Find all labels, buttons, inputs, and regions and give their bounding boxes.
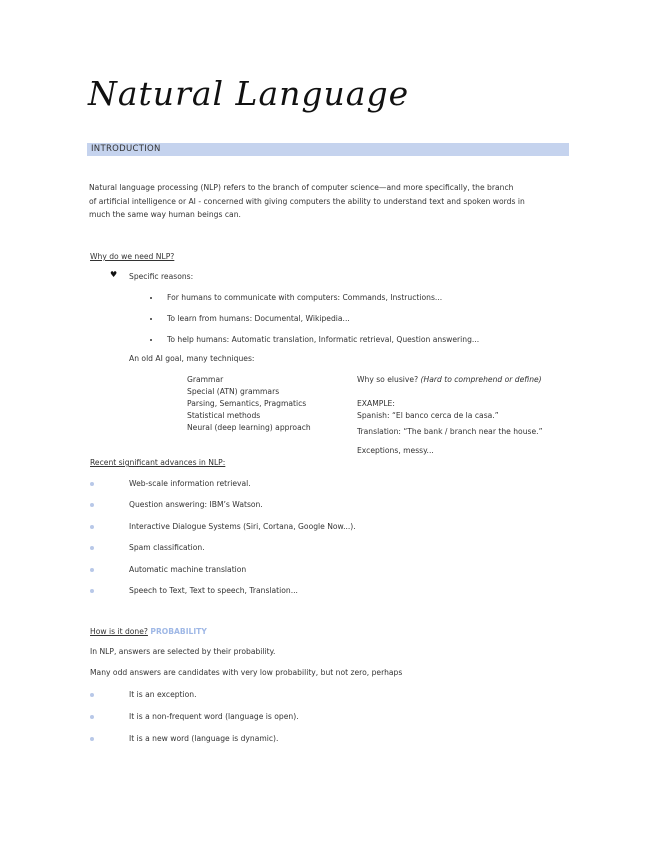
how-heading-line — [90, 626, 207, 637]
intro-paragraph — [89, 181, 569, 222]
bullet-dot-icon — [90, 525, 94, 529]
exceptions-text: Exceptions, messy... — [357, 446, 434, 455]
advance-item: Spam classification. — [129, 543, 205, 552]
intro-line: of artificial intelligence or AI - concerned with giving computers the ability to understand text and spoken words in — [89, 196, 525, 206]
reason-item: For humans to communicate with computers: Commands, Instructions... — [167, 293, 443, 302]
advance-item: Speech to Text, Text to speech, Translation... — [129, 586, 298, 595]
probability-keyword: PROBABILITY — [150, 627, 207, 636]
why-heading: Why do we need NLP? — [90, 252, 175, 261]
how-heading: How is it done? — [90, 627, 148, 636]
advance-item: Question answering: IBM’s Watson. — [129, 500, 263, 509]
advances-heading: Recent significant advances in NLP: — [90, 458, 226, 467]
section-header — [87, 143, 569, 156]
elusive-answer: (Hard to comprehend or define) — [420, 375, 542, 384]
technique-item: Special (ATN) grammars — [187, 387, 280, 396]
elusive-question: Why so elusive? — [357, 375, 419, 384]
section-label: INTRODUCTION — [91, 144, 161, 154]
bullet-dot-icon — [90, 568, 94, 572]
how-item: It is a new word (language is dynamic). — [129, 734, 279, 743]
advance-item: Web-scale information retrieval. — [129, 479, 251, 488]
bullet-dot-icon — [90, 715, 94, 719]
advance-item: Automatic machine translation — [129, 565, 247, 574]
example-label: EXAMPLE: — [357, 399, 395, 408]
technique-item: Statistical methods — [187, 411, 261, 420]
advance-item: Interactive Dialogue Systems (Siri, Cortana, Google Now...). — [129, 522, 356, 531]
how-line: In NLP, answers are selected by their probability. — [90, 647, 276, 656]
bullet-dot-icon — [90, 482, 94, 486]
bullet-dot-icon — [90, 503, 94, 507]
bullet-dot-icon — [90, 737, 94, 741]
translation-example: Translation: “The bank / branch near the house.” — [357, 427, 543, 436]
goal-text: An old AI goal, many techniques: — [129, 354, 255, 363]
how-line: Many odd answers are candidates with very low probability, but not zero, perhaps — [90, 668, 403, 677]
how-item: It is a non-frequent word (language is open). — [129, 712, 299, 721]
bullet-dot-icon — [90, 589, 94, 593]
technique-item: Neural (deep learning) approach — [187, 423, 311, 432]
reason-item: To learn from humans: Documental, Wikipedia... — [167, 314, 350, 323]
spanish-example: Spanish: “El banco cerca de la casa.” — [357, 411, 499, 420]
how-item: It is an exception. — [129, 690, 197, 699]
technique-item: Parsing, Semantics, Pragmatics — [187, 399, 307, 408]
elusive-line — [357, 374, 542, 385]
bullet-dot-icon — [150, 318, 152, 320]
reasons-label: Specific reasons: — [129, 272, 194, 281]
bullet-dot-icon — [150, 339, 152, 341]
bullet-dot-icon — [150, 297, 152, 299]
reason-item: To help humans: Automatic translation, Informatic retrieval, Question answering... — [167, 335, 480, 344]
intro-line: much the same way human beings can. — [89, 210, 241, 219]
intro-line: Natural language processing (NLP) refers to the branch of computer science—and more specifically, the branch — [89, 183, 514, 192]
technique-item: Grammar — [187, 375, 224, 384]
bullet-dot-icon — [90, 693, 94, 697]
heart-bullet-icon: ♥ — [110, 270, 118, 279]
bullet-dot-icon — [90, 546, 94, 550]
page-title: Natural Language — [88, 74, 410, 113]
